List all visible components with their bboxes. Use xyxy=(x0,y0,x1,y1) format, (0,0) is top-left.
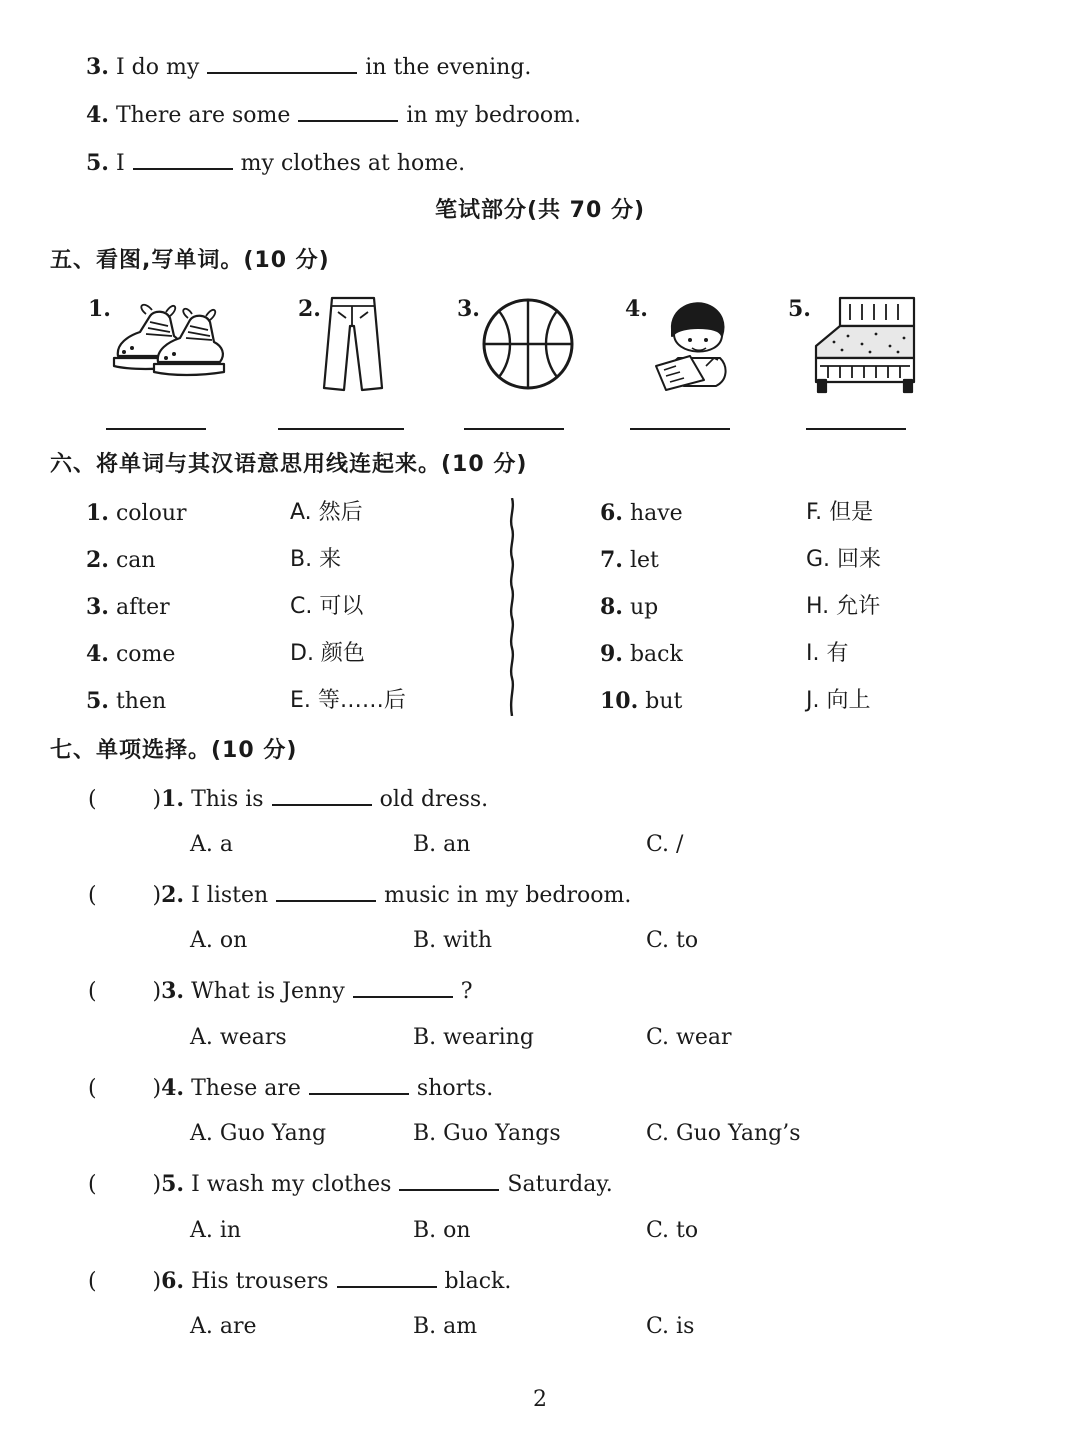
answer-blank xyxy=(272,786,372,806)
written-part-title: 笔试部分(共 70 分) xyxy=(434,198,646,223)
question-5: ( )5. I wash my clothes Saturday. xyxy=(88,1171,613,1197)
answer-bracket[interactable]: ( ) xyxy=(88,883,162,908)
match-word: 9. back xyxy=(600,641,683,667)
answer-bracket[interactable]: ( ) xyxy=(88,787,162,812)
option[interactable]: C. Guo Yang’s xyxy=(646,1121,801,1146)
match-meaning: D. 颜色 xyxy=(290,641,365,666)
answer-blank[interactable] xyxy=(133,150,233,170)
match-meaning: C. 可以 xyxy=(290,594,364,619)
column-divider xyxy=(508,498,516,716)
option[interactable]: C. to xyxy=(646,928,699,953)
match-word: 10. but xyxy=(600,688,683,714)
basketball-icon xyxy=(480,296,576,392)
match-word: 1. colour xyxy=(86,500,187,526)
write-line-5[interactable] xyxy=(806,428,906,430)
section7-title: 七、单项选择。(10 分) xyxy=(50,738,298,763)
answer-blank xyxy=(399,1171,499,1191)
answer-blank xyxy=(309,1075,409,1095)
answer-blank xyxy=(276,882,376,902)
option[interactable]: A. on xyxy=(190,928,248,953)
match-word: 6. have xyxy=(600,500,683,526)
match-word: 7. let xyxy=(600,547,659,573)
option[interactable]: C. / xyxy=(646,832,684,857)
match-meaning: A. 然后 xyxy=(290,500,363,525)
match-word: 3. after xyxy=(86,594,170,620)
trousers-icon xyxy=(318,296,388,394)
picture-number-3: 3. xyxy=(457,296,480,322)
option[interactable]: A. wears xyxy=(190,1025,287,1050)
section6-title: 六、将单词与其汉语意思用线连起来。(10 分) xyxy=(50,452,528,477)
write-line-3[interactable] xyxy=(464,428,564,430)
option[interactable]: B. Guo Yangs xyxy=(413,1121,561,1146)
match-meaning: B. 来 xyxy=(290,547,342,572)
answer-bracket[interactable]: ( ) xyxy=(88,1269,162,1294)
match-meaning: J. 向上 xyxy=(806,688,871,713)
answer-bracket[interactable]: ( ) xyxy=(88,1172,162,1197)
option[interactable]: B. with xyxy=(413,928,493,953)
option[interactable]: B. on xyxy=(413,1218,471,1243)
match-word: 4. come xyxy=(86,641,176,667)
bed-icon xyxy=(814,296,918,394)
write-line-1[interactable] xyxy=(106,428,206,430)
write-line-4[interactable] xyxy=(630,428,730,430)
option[interactable]: C. is xyxy=(646,1314,695,1339)
answer-blank[interactable] xyxy=(207,54,357,74)
option[interactable]: B. an xyxy=(413,832,471,857)
option[interactable]: A. Guo Yang xyxy=(190,1121,327,1146)
question-2: ( )2. I listen music in my bedroom. xyxy=(88,882,632,908)
option[interactable]: B. wearing xyxy=(413,1025,534,1050)
option[interactable]: C. to xyxy=(646,1218,699,1243)
listening-item-3: 3. I do my in the evening. xyxy=(86,54,532,80)
question-4: ( )4. These are shorts. xyxy=(88,1075,494,1101)
picture-number-5: 5. xyxy=(788,296,811,322)
match-word: 2. can xyxy=(86,547,156,573)
picture-number-2: 2. xyxy=(298,296,321,322)
answer-bracket[interactable]: ( ) xyxy=(88,979,162,1004)
boy-drawing-icon xyxy=(650,296,742,392)
listening-item-4: 4. There are some in my bedroom. xyxy=(86,102,581,128)
match-meaning: I. 有 xyxy=(806,641,849,666)
question-1: ( )1. This is old dress. xyxy=(88,786,489,812)
option[interactable]: A. a xyxy=(190,832,233,857)
answer-blank xyxy=(353,978,453,998)
picture-number-1: 1. xyxy=(88,296,111,322)
section5-title: 五、看图,写单词。(10 分) xyxy=(50,248,330,273)
listening-item-5: 5. I my clothes at home. xyxy=(86,150,466,176)
option[interactable]: B. am xyxy=(413,1314,478,1339)
write-line-2[interactable] xyxy=(278,428,404,430)
match-meaning: E. 等……后 xyxy=(290,688,406,713)
match-meaning: H. 允许 xyxy=(806,594,881,619)
match-word: 8. up xyxy=(600,594,659,620)
match-meaning: G. 回来 xyxy=(806,547,882,572)
match-meaning: F. 但是 xyxy=(806,500,874,525)
match-word: 5. then xyxy=(86,688,167,714)
question-3: ( )3. What is Jenny ? xyxy=(88,978,473,1004)
question-6: ( )6. His trousers black. xyxy=(88,1268,512,1294)
sneakers-icon xyxy=(110,296,230,382)
option[interactable]: A. are xyxy=(190,1314,257,1339)
picture-number-4: 4. xyxy=(625,296,648,322)
answer-bracket[interactable]: ( ) xyxy=(88,1076,162,1101)
option[interactable]: C. wear xyxy=(646,1025,732,1050)
answer-blank[interactable] xyxy=(298,102,398,122)
answer-blank xyxy=(337,1268,437,1288)
page-number: 2 xyxy=(533,1387,547,1412)
option[interactable]: A. in xyxy=(190,1218,242,1243)
